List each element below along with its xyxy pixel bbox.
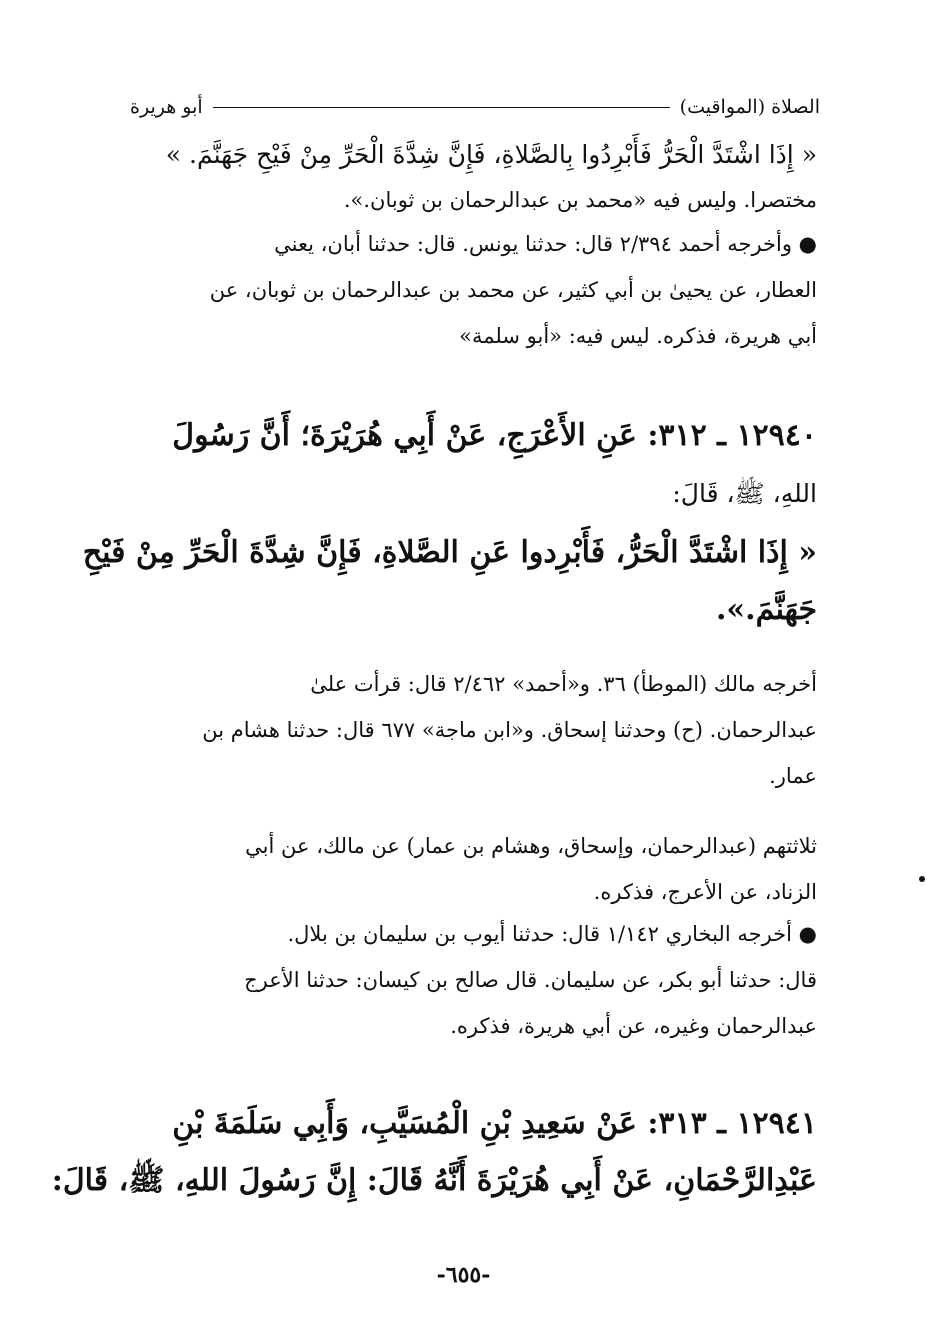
commentary-line: ثلاثتهم (عبدالرحمان، وإسحاق، وهشام بن عمار) عن مالك، عن أبي bbox=[245, 834, 817, 858]
commentary-line: عبدالرحمان. (ح) وحدثنا إسحاق. و«ابن ماجة» ٦٧٧ قال: حدثنا هشام بن bbox=[202, 718, 817, 742]
commentary-line: العطار، عن يحيىٰ بن أبي كثير، عن محمد بن عبدالرحمان بن ثوبان، عن bbox=[209, 278, 817, 302]
hadith-heading-line: ١٢٩٤١ ـ ٣١٣: عَنْ سَعِيدِ بْنِ الْمُسَيَّبِ، وَأَبِي سَلَمَةَ بْنِ bbox=[172, 1106, 817, 1141]
commentary-line: ● أخرجه البخاري ١/١٤٢ قال: حدثنا أيوب بن سليمان بن بلال. bbox=[287, 922, 817, 946]
header-narrator: أبو هريرة bbox=[130, 96, 203, 118]
commentary-line: قال: حدثنا أبو بكر، عن سليمان. قال صالح بن كيسان: حدثنا الأعرج bbox=[244, 968, 817, 992]
page-number: -٦٥٥- bbox=[436, 1262, 491, 1288]
commentary-line: مختصرا. وليس فيه «محمد بن عبدالرحمان بن ثوبان.». bbox=[343, 188, 817, 212]
commentary-line: عمار. bbox=[769, 764, 817, 788]
commentary-line: ● وأخرجه أحمد ٢/٣٩٤ قال: حدثنا يونس. قال: حدثنا أبان، يعني bbox=[274, 232, 817, 256]
running-header bbox=[130, 92, 820, 122]
hadith-heading-line: عَبْدِالرَّحْمَانِ، عَنْ أَبِي هُرَيْرَةَ أَنَّهُ قَالَ: إِنَّ رَسُولَ اللهِ، ﷺ، قَالَ: bbox=[51, 1163, 817, 1198]
hadith-text-line: جَهَنَّمَ.». bbox=[715, 592, 817, 627]
header-rule bbox=[213, 107, 670, 108]
hadith-text-line: « إِذَا اشْتَدَّ الْحَرُّ فَأَبْرِدُوا بِالصَّلاةِ، فَإِنَّ شِدَّةَ الْحَرِّ مِنْ فَيْحِ جَهَنَّمَ. » bbox=[165, 140, 817, 169]
header-chapter: الصلاة (المواقيت) bbox=[679, 96, 820, 118]
hadith-text-line: « إِذَا اشْتَدَّ الْحَرُّ، فَأَبْرِدوا عَنِ الصَّلاةِ، فَإِنَّ شِدَّةَ الْحَرِّ مِنْ فَيْحِ bbox=[82, 535, 817, 570]
hadith-heading-line: اللهِ، ﷺ، قَالَ: bbox=[672, 479, 817, 508]
hadith-heading-line: ١٢٩٤٠ ـ ٣١٢: عَنِ الأَعْرَجِ، عَنْ أَبِي هُرَيْرَةَ؛ أَنَّ رَسُولَ bbox=[172, 418, 817, 453]
commentary-line: الزناد، عن الأعرج، فذكره. bbox=[593, 880, 817, 904]
commentary-line: عبدالرحمان وغيره، عن أبي هريرة، فذكره. bbox=[450, 1014, 817, 1038]
margin-mark bbox=[919, 876, 925, 882]
commentary-line: أخرجه مالك (الموطأ) ٣٦. و«أحمد» ٢/٤٦٢ قال: قرأت علىٰ bbox=[310, 672, 817, 696]
commentary-line: أبي هريرة، فذكره. ليس فيه: «أبو سلمة» bbox=[459, 324, 817, 348]
